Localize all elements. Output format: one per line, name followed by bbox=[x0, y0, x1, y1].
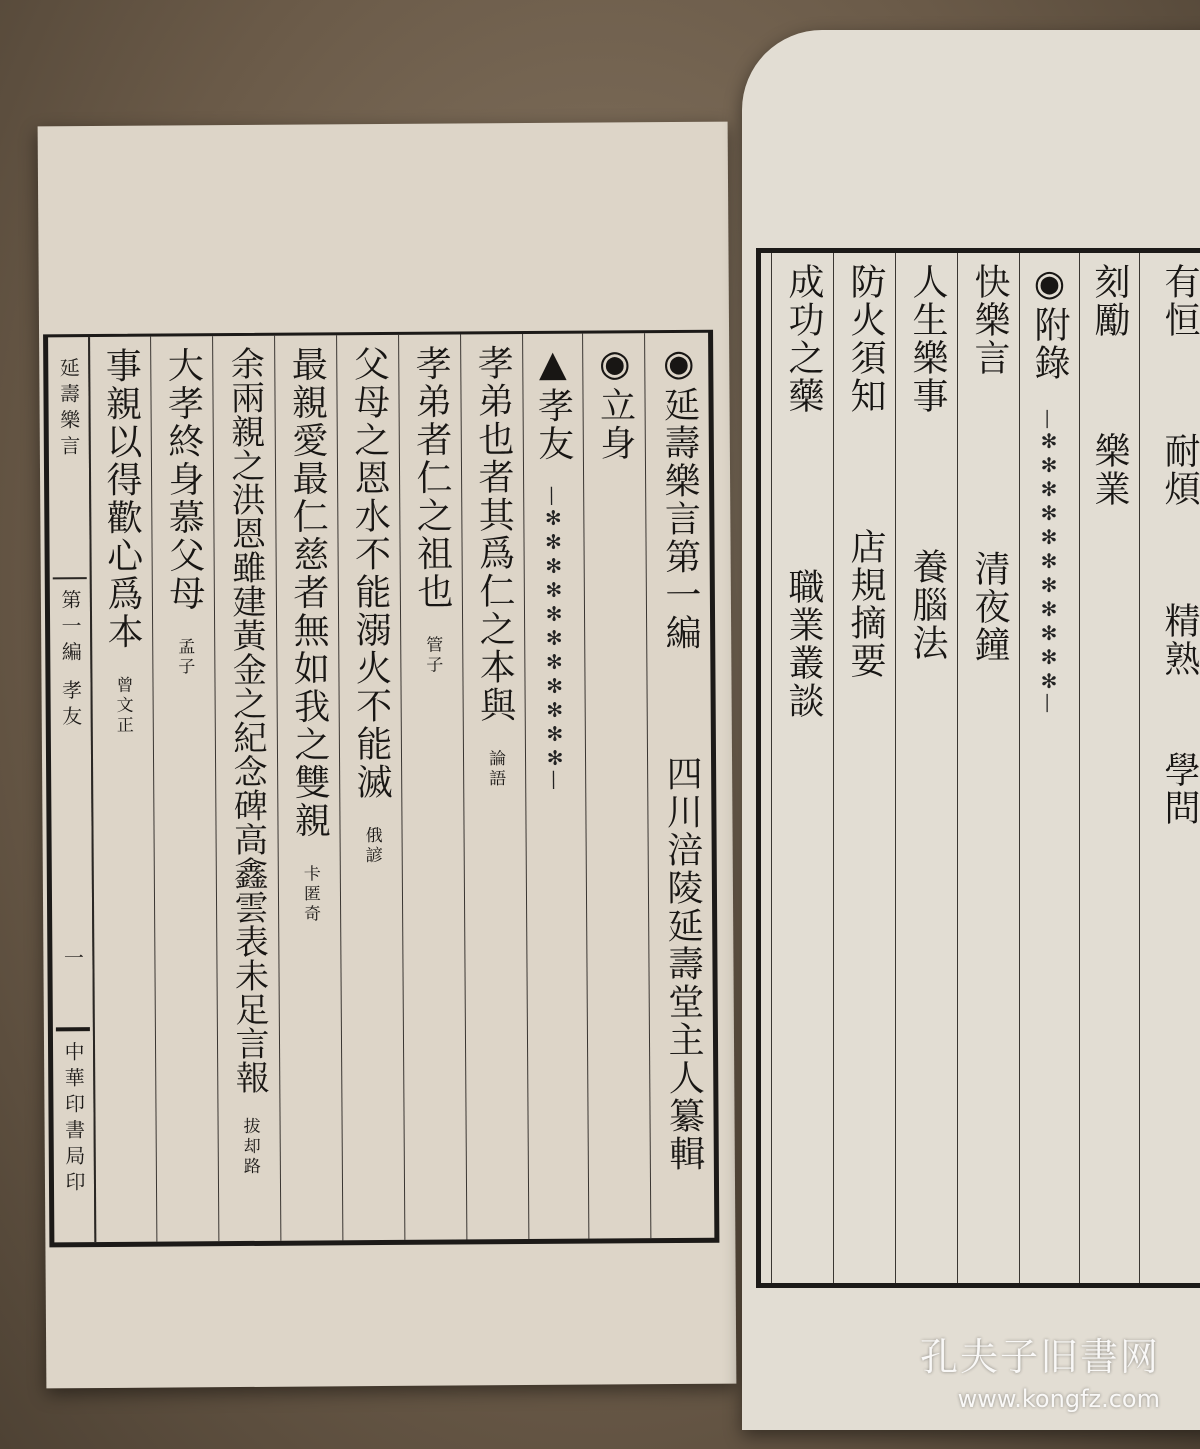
quote-source: 拔却路 bbox=[239, 1116, 260, 1177]
quote-text: 事親以得歡心爲本 bbox=[100, 346, 144, 651]
margin-printer: 中華印書局印 bbox=[56, 1027, 91, 1197]
entry-text: 快樂言 bbox=[969, 263, 1010, 377]
entry-text: 養腦法 bbox=[907, 548, 948, 663]
title-text: ◉延壽樂言第一編 bbox=[658, 342, 702, 653]
entry-text: 精熟 bbox=[1159, 601, 1200, 678]
quote-source: 俄諺 bbox=[361, 826, 382, 867]
column-right-2 bbox=[1079, 253, 1139, 1283]
quote-source: 曾文正 bbox=[112, 676, 133, 737]
entry-text: 樂業 bbox=[1089, 432, 1130, 509]
entry-text: 刻勵 bbox=[1089, 263, 1130, 339]
column-right-4 bbox=[957, 253, 1019, 1283]
quote-source: 孟子 bbox=[174, 637, 195, 678]
entry-text: 清夜鐘 bbox=[969, 550, 1010, 665]
margin-section: 第一編 孝友 bbox=[53, 577, 88, 732]
entry-text: 店規摘要 bbox=[845, 528, 886, 681]
entry-text: 職業叢談 bbox=[783, 568, 824, 721]
left-page bbox=[38, 122, 737, 1389]
appendix-heading: ◉附錄 bbox=[1029, 263, 1070, 382]
column-quote-1 bbox=[460, 334, 528, 1239]
quote-source: 卡匿奇 bbox=[299, 864, 321, 926]
entry-text: 防火須知 bbox=[845, 263, 886, 415]
watermark-url: www.kongfz.com bbox=[957, 1385, 1160, 1413]
margin-strip bbox=[48, 337, 96, 1242]
entry-text: 學問 bbox=[1159, 751, 1200, 828]
watermark bbox=[890, 1326, 1160, 1413]
column-appendix bbox=[1019, 253, 1079, 1283]
column-xiaoyou bbox=[522, 334, 588, 1239]
column-quote-5 bbox=[212, 336, 280, 1241]
left-text-frame bbox=[43, 330, 719, 1248]
column-quote-2 bbox=[398, 334, 466, 1239]
column-lishen bbox=[582, 333, 650, 1238]
entry-text: 有恒 bbox=[1159, 263, 1200, 339]
author-line: 四川涪陵延壽堂主人纂輯 bbox=[661, 755, 705, 1174]
chapter-heading: ◉立身 bbox=[594, 343, 636, 463]
column-right-7 bbox=[771, 253, 833, 1283]
quote-source: 論語 bbox=[484, 749, 506, 790]
column-right-1 bbox=[1139, 253, 1200, 1283]
right-page bbox=[742, 30, 1200, 1430]
margin-book-title: 延壽樂言 bbox=[56, 357, 81, 462]
quote-text: 孝弟也者其爲仁之本與 bbox=[472, 344, 516, 725]
quote-source: 管子 bbox=[422, 636, 443, 677]
entry-text: 成功之藥 bbox=[783, 263, 824, 415]
column-right-5 bbox=[895, 253, 957, 1283]
section-heading: ▲孝友 bbox=[532, 343, 574, 463]
quote-text: 父母之恩水不能溺火不能滅 bbox=[348, 344, 393, 802]
watermark-name: 孔夫子旧書网 bbox=[919, 1335, 1160, 1379]
quote-text: 大孝終身慕父母 bbox=[162, 346, 205, 613]
quote-text: 余兩親之洪恩雖建黃金之紀念碑高鑫雲表未足言報 bbox=[224, 345, 270, 1095]
column-title bbox=[644, 333, 714, 1238]
column-quote-6 bbox=[150, 336, 218, 1241]
ornament-divider: —✻✻✻✻✻✻✻✻✻✻✻— bbox=[1037, 409, 1061, 714]
entry-text: 耐煩 bbox=[1159, 432, 1200, 509]
entry-text: 人生樂事 bbox=[907, 263, 948, 415]
column-quote-3 bbox=[336, 335, 404, 1240]
column-right-6 bbox=[833, 253, 895, 1283]
quote-text: 孝弟者仁之祖也 bbox=[410, 344, 453, 611]
ornament-divider: —✻✻✻✻✻✻✻✻✻✻✻— bbox=[541, 486, 568, 791]
right-text-frame bbox=[756, 248, 1200, 1288]
quote-text: 最親愛最仁慈者無如我之雙親 bbox=[286, 345, 331, 840]
margin-page-number: 一 bbox=[60, 947, 85, 974]
column-quote-7 bbox=[88, 337, 156, 1242]
column-quote-4 bbox=[274, 335, 342, 1240]
